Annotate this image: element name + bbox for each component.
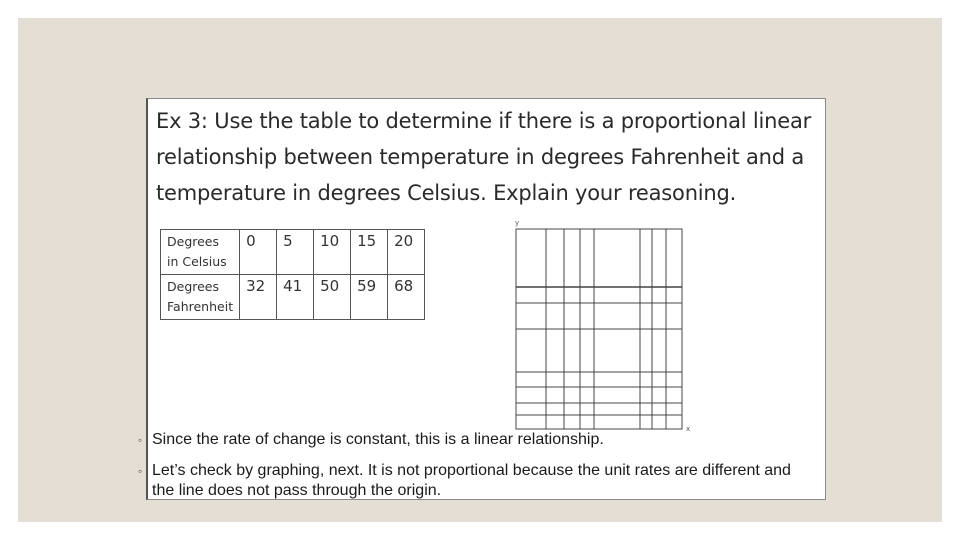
table-cell: 68 bbox=[388, 275, 425, 320]
bullet-icon: ◦ bbox=[138, 464, 143, 478]
table-row bbox=[161, 275, 425, 320]
table-row bbox=[161, 230, 425, 275]
problem-prompt: Ex 3: Use the table to determine if there is a proportional linear relationship between temperature in degrees Fahrenheit and a temperature in degrees Celsius. Explain your reasoning. bbox=[156, 109, 812, 205]
list-item bbox=[138, 430, 798, 450]
x-axis-label: x bbox=[686, 425, 691, 433]
table-cell: 59 bbox=[351, 275, 388, 320]
table-cell: 5 bbox=[277, 230, 314, 275]
bullet-text: Let’s check by graphing, next. It is not proportional because the unit rates are different and the line does not pass through the origin. bbox=[152, 462, 791, 499]
table-cell: 32 bbox=[240, 275, 277, 320]
row-header-fahrenheit: Degrees Fahrenheit bbox=[161, 275, 240, 320]
table-cell: 0 bbox=[240, 230, 277, 275]
bullet-text: Since the rate of change is constant, this is a linear relationship. bbox=[152, 431, 604, 448]
row-header-celsius: Degrees in Celsius bbox=[161, 230, 240, 275]
blank-coordinate-grid bbox=[500, 217, 696, 433]
table-cell: 41 bbox=[277, 275, 314, 320]
grid-svg bbox=[500, 217, 696, 433]
conversion-table bbox=[160, 229, 425, 320]
y-axis-label: y bbox=[515, 219, 520, 227]
bullet-icon: ◦ bbox=[138, 433, 143, 447]
table-cell: 50 bbox=[314, 275, 351, 320]
table-cell: 15 bbox=[351, 230, 388, 275]
explanation-list bbox=[138, 430, 798, 501]
table-cell: 20 bbox=[388, 230, 425, 275]
table-cell: 10 bbox=[314, 230, 351, 275]
list-item bbox=[138, 461, 798, 501]
